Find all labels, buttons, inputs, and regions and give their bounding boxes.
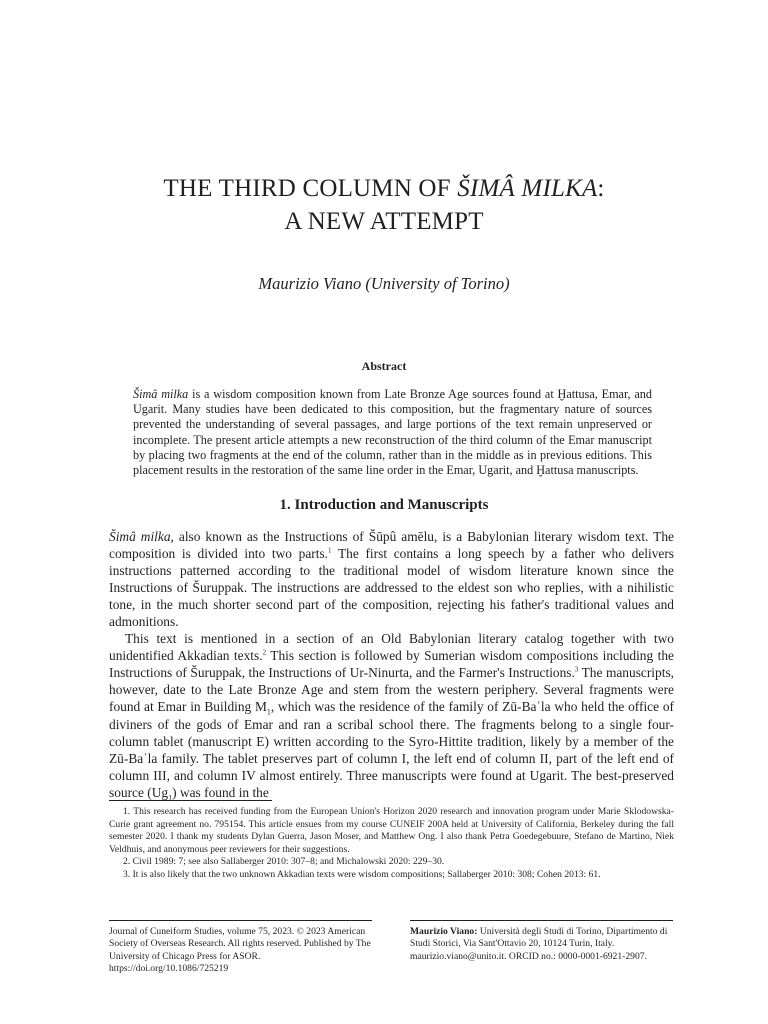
author-byline: Maurizio Viano (University of Torino) bbox=[258, 274, 510, 293]
title-suffix: : bbox=[597, 175, 605, 202]
affiliation-name: Maurizio Viano: bbox=[410, 926, 478, 937]
paragraph-1 bbox=[109, 528, 674, 630]
p1-italic-lead: Šimâ milka bbox=[109, 529, 171, 544]
footnote-ref-2[interactable]: 2 bbox=[262, 648, 267, 657]
footnote-ref-3[interactable]: 3 bbox=[574, 665, 579, 674]
footnote-3: 3. It is also likely that the two unknown Akkadian texts were wisdom compositions; Sallaberger 2010: 308; Cohen 2013: 61. bbox=[123, 868, 601, 880]
section-heading: 1. Introduction and Manuscripts bbox=[279, 497, 489, 513]
paragraph-2 bbox=[109, 630, 675, 803]
footnote-divider bbox=[109, 800, 272, 801]
footnotes bbox=[109, 806, 674, 882]
journal-divider bbox=[109, 920, 372, 921]
abstract-heading: Abstract bbox=[361, 359, 407, 373]
title-line-1 bbox=[0, 172, 768, 205]
title-prefix: THE THIRD COLUMN OF bbox=[163, 175, 458, 202]
affiliation-text: Università degli Studi di Torino, Dipartimento di Studi Storici, Via Sant'Ottavio 20, 10124 Turin, Italy. maurizio.viano@unito.it. ORCID no.: 0000-0001-6921-2907. bbox=[410, 926, 668, 962]
subscript-m1: 1 bbox=[266, 708, 271, 718]
subscript-ug1: 1 bbox=[168, 793, 173, 803]
p1-text-b: The first contains a long speech by a father who delivers instructions patterned according to the traditional model of wisdom literature known since the Instructions of Šuruppak. The instructions are addressed to the eldest son who replies, with a nihilistic tone, in the much shorter second part of the composition, rejecting his father's traditional values and admonitions. bbox=[109, 546, 675, 630]
p1-text-a: , also known as the Instructions of Šūpû amēlu, is a Babylonian literary wisdom text. The composition is divided into two parts. bbox=[109, 529, 674, 562]
body-text bbox=[109, 528, 674, 801]
affiliation-divider bbox=[410, 920, 673, 921]
p2-text-c: The manuscripts, however, date to the Late Bronze Age and stem from the western periphery. Several fragments were found at Emar in Building M bbox=[109, 665, 674, 715]
p2-text-b: This section is followed by Sumerian wisdom compositions including the Instructions of Šuruppak, the Instructions of Ur-Ninurta, and the Farmer's Instructions. bbox=[109, 648, 675, 681]
abstract-italic-lead: Šimâ milka bbox=[133, 387, 189, 401]
footnote-2: 2. Civil 1989: 7; see also Sallaberger 2010: 307–8; and Michalowski 2020: 229–30. bbox=[123, 856, 445, 868]
title-italic-term: ŠIMÂ MILKA bbox=[457, 175, 598, 202]
abstract-text bbox=[133, 387, 652, 478]
article-title bbox=[0, 172, 768, 238]
p2-text-d: , which was the residence of the family of Zū-Baʿla who held the office of diviners of the gods of Emar and ran a scribal school there. The fragments belong to a single four-column tablet (manuscript E) written according to the Syro-Hittite tradition, likely by a member of the Zū-Baʿla family. The tablet preserves part of column I, the left end of column II, part of the left end of column III, and column IV almost entirely. Three manuscripts were found at Ugarit. The best-preserved source (Ug bbox=[109, 699, 674, 800]
footnote-1: 1. This research has received funding from the European Union's Horizon 2020 research and innovation program under Marie Sklodowska-Curie grant agreement no. 795154. This article ensues from my course CUNEIF 200A held at University of California, Berkeley during the fall semester 2020. I thank my students Dylan Guerra, Jason Moser, and Matthew Ong. I also thank Petra Goedegebuure, Stefano de Martino, Niek Veldhuis, and anonymous peer reviewers for their suggestions. bbox=[109, 806, 674, 855]
abstract-body-text: is a wisdom composition known from Late Bronze Age sources found at Ḫattusa, Emar, and Ugarit. Many studies have been dedicated to this composition, but the fragmentary nature of sources prevented the understanding of several passages, and large portions of the text remain unpreserved or incomplete. The present article attempts a new reconstruction of the third column of the Emar manuscript by placing two fragments at the end of the column, rather than in the middle as in previous editions. This placement results in the restoration of the same line order in the Emar, Ugarit, and Ḫattusa manuscripts. bbox=[133, 387, 652, 478]
author-affiliation bbox=[410, 926, 675, 963]
p2-text-a: This text is mentioned in a section of an Old Babylonian literary catalog together with two unidentified Akkadian texts. bbox=[109, 631, 674, 664]
footnote-ref-1[interactable]: 1 bbox=[328, 546, 332, 555]
title-line-2: A NEW ATTEMPT bbox=[284, 208, 484, 235]
journal-info: Journal of Cuneiform Studies, volume 75, 2023. © 2023 American Society of Overseas Research. All rights reserved. Published by The University of Chicago Press for ASOR. https://doi.org/10.1086/725219 bbox=[109, 926, 371, 975]
p2-text-e: ) was found in the bbox=[172, 784, 269, 800]
